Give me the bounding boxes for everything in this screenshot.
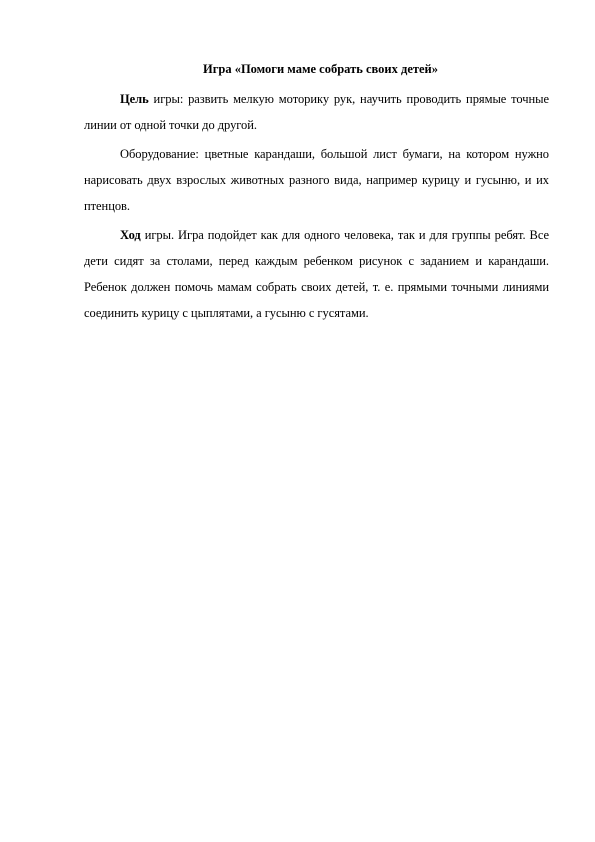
document-title: Игра «Помоги маме собрать своих детей» [202,62,439,76]
paragraph-text-goal: игры: развить мелкую моторику рук, научить проводить прямые точные линии от одной точки до другой. [84,92,549,132]
paragraph-goal [84,86,549,138]
paragraph-text-equipment: Оборудование: цветные карандаши, большой лист бумаги, на котором нужно нарисовать двух взрослых животных разного вида, например курицу и гусыню, и их птенцов. [84,147,549,213]
paragraph-lead-procedure: Ход [120,228,141,242]
paragraph-text-procedure: игры. Игра подойдет как для одного человека, так и для группы ребят. Все дети сидят за столами, перед каждым ребенком рисунок с заданием и карандаши. Ребенок должен помочь мамам собрать своих детей, т. е. прямыми точными линиями соединить курицу с цыплятами, а гусыню с гусятами. [84,228,549,320]
paragraph-lead-goal: Цель [120,92,149,106]
paragraph-equipment [84,141,549,219]
paragraph-procedure [84,222,549,326]
